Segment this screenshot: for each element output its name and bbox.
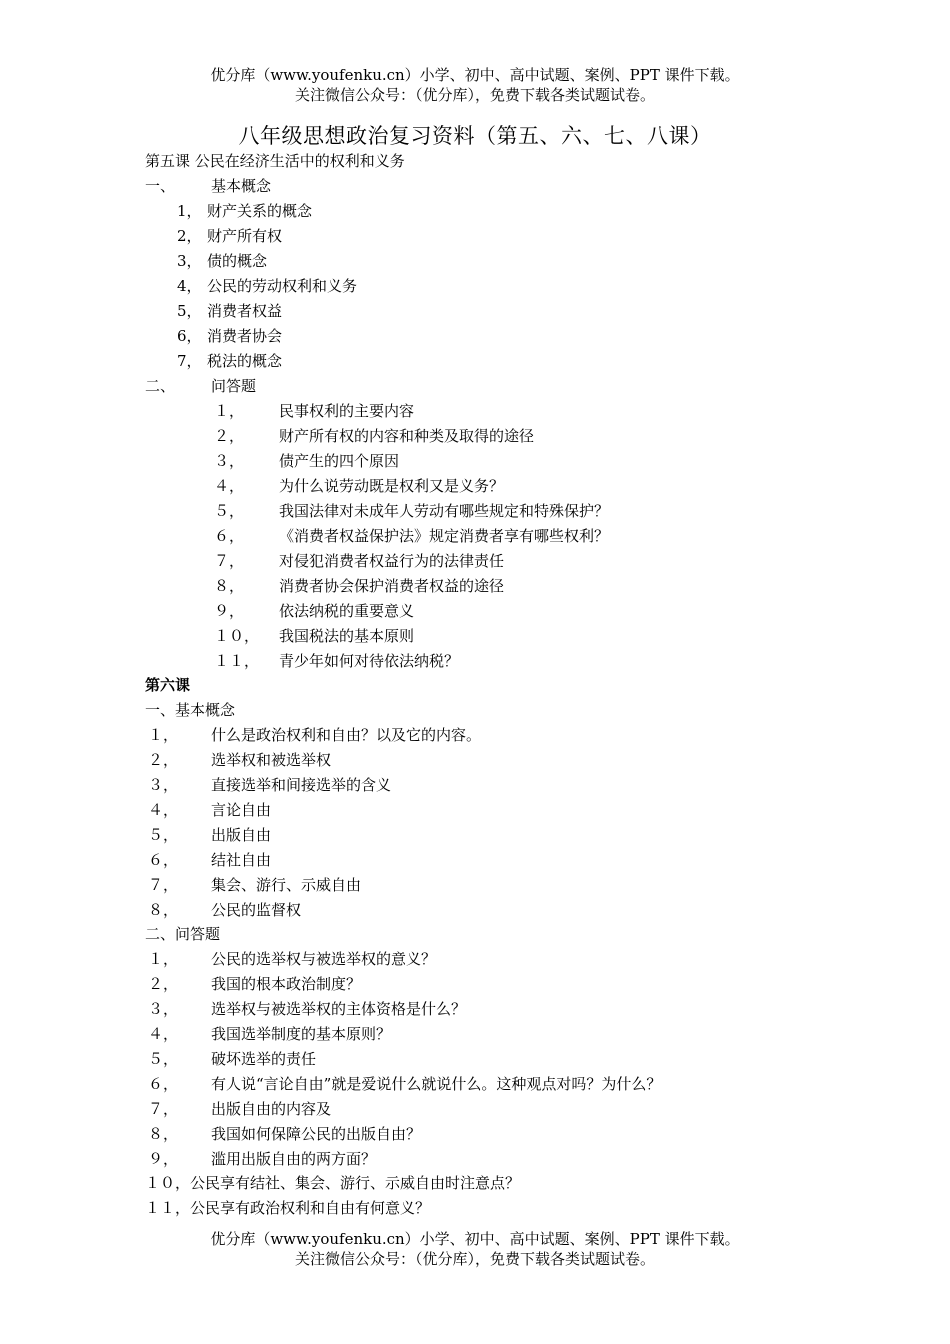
lesson6-concept-item-number: ５， — [148, 826, 179, 844]
lesson6-heading: 第六课 — [145, 676, 191, 694]
lesson6-concept-item-text: 出版自由 — [211, 826, 272, 844]
lesson6-question-item-number: １， — [148, 950, 179, 968]
lesson5-concept-item-text: 财产关系的概念 — [207, 202, 313, 220]
lesson6-question-item-number: ６， — [148, 1075, 179, 1093]
lesson5-question-item-text: 依法纳税的重要意义 — [279, 602, 415, 620]
lesson6-concept-item-number: ７， — [148, 876, 179, 894]
lesson6-question-item-text: 出版自由的内容及 — [211, 1100, 332, 1118]
lesson5-concept-item-text: 消费者协会 — [207, 327, 283, 345]
lesson5-question-item-number: ３， — [214, 452, 245, 470]
header-line-2: 关注微信公众号：（优分库），免费下载各类试题试卷。 — [294, 86, 655, 104]
lesson6-concept-item-number: ４， — [148, 801, 179, 819]
lesson6-concept-item-number: ８， — [148, 901, 179, 919]
lesson5-question-item-number: ４， — [214, 477, 245, 495]
lesson5-question-item-text: 消费者协会保护消费者权益的途径 — [279, 577, 505, 595]
lesson6-question-item-text: 我国的根本政治制度？ — [211, 975, 362, 993]
lesson6-question-extra: １１，公民享有政治权利和自由有何意义？ — [145, 1199, 431, 1217]
lesson5-concept-item-number: 4， — [177, 277, 202, 295]
lesson6-concept-item-number: ３， — [148, 776, 179, 794]
lesson6-question-item-text: 有人说“言论自由”就是爱说什么就说什么。这种观点对吗？为什么？ — [211, 1075, 662, 1093]
lesson5-concept-item-number: 5， — [177, 302, 202, 320]
lesson5-heading: 第五课 公民在经济生活中的权利和义务 — [145, 152, 405, 170]
lesson6-question-item-number: ９， — [148, 1150, 179, 1168]
lesson5-question-item-number: ８， — [214, 577, 245, 595]
lesson5-concept-item-text: 消费者权益 — [207, 302, 283, 320]
lesson5-concept-item-text: 税法的概念 — [207, 352, 283, 370]
lesson5-concept-item-number: 3， — [177, 252, 202, 270]
lesson6-question-item-number: ８， — [148, 1125, 179, 1143]
lesson5-question-item-text: 为什么说劳动既是权利又是义务？ — [279, 477, 505, 495]
lesson5-question-item-text: 债产生的四个原因 — [279, 452, 400, 470]
lesson6-concept-item-text: 结社自由 — [211, 851, 272, 869]
lesson5-question-item-text: 青少年如何对待依法纳税？ — [279, 652, 460, 670]
lesson6-concept-item-number: ６， — [148, 851, 179, 869]
lesson5-concept-item-text: 债的概念 — [207, 252, 268, 270]
lesson6-question-item-text: 我国选举制度的基本原则？ — [211, 1025, 392, 1043]
lesson5-question-item-number: １１， — [214, 652, 260, 670]
lesson5-question-item-text: 《消费者权益保护法》规定消费者享有哪些权利？ — [279, 527, 610, 545]
lesson5-concept-item-number: 7， — [177, 352, 202, 370]
lesson5-concept-item-number: 6， — [177, 327, 202, 345]
lesson6-concept-item-text: 直接选举和间接选举的含义 — [211, 776, 392, 794]
lesson6-question-item-number: ３， — [148, 1000, 179, 1018]
lesson5-concept-item-number: 2， — [177, 227, 202, 245]
lesson5-questions-label: 问答题 — [211, 377, 257, 395]
lesson6-concepts-label: 一、基本概念 — [145, 701, 236, 719]
lesson5-question-item-text: 财产所有权的内容和种类及取得的途径 — [279, 427, 535, 445]
lesson6-question-item-number: ５， — [148, 1050, 179, 1068]
lesson6-question-item-number: ４， — [148, 1025, 179, 1043]
header-line-1: 优分库（www.youfenku.cn）小学、初中、高中试题、案例、PPT 课件下载。 — [210, 66, 740, 84]
lesson6-concept-item-text: 什么是政治权利和自由？以及它的内容。 — [211, 726, 482, 744]
lesson5-questions-marker: 二、 — [145, 377, 176, 395]
lesson6-concept-item-text: 言论自由 — [211, 801, 272, 819]
lesson6-concept-item-text: 公民的监督权 — [211, 901, 302, 919]
footer-line-2: 关注微信公众号：（优分库），免费下载各类试题试卷。 — [294, 1250, 655, 1268]
lesson5-question-item-number: １， — [214, 402, 245, 420]
lesson6-question-item-number: ７， — [148, 1100, 179, 1118]
lesson6-concept-item-text: 选举权和被选举权 — [211, 751, 332, 769]
lesson5-concept-item-number: 1， — [177, 202, 202, 220]
lesson5-concepts-label: 基本概念 — [211, 177, 272, 195]
lesson6-question-item-number: ２， — [148, 975, 179, 993]
lesson6-concept-item-number: １， — [148, 726, 179, 744]
lesson6-question-item-text: 公民的选举权与被选举权的意义？ — [211, 950, 437, 968]
lesson6-question-extra: １０，公民享有结社、集会、游行、示威自由时注意点？ — [145, 1174, 521, 1192]
lesson5-concept-item-text: 财产所有权 — [207, 227, 283, 245]
lesson6-question-item-text: 我国如何保障公民的出版自由？ — [211, 1125, 422, 1143]
lesson5-concepts-marker: 一、 — [145, 177, 176, 195]
lesson5-question-item-number: ７， — [214, 552, 245, 570]
lesson5-question-item-text: 我国税法的基本原则 — [279, 627, 415, 645]
lesson6-questions-label: 二、问答题 — [145, 925, 221, 943]
document-title: 八年级思想政治复习资料（第五、六、七、八课） — [238, 124, 712, 148]
lesson5-question-item-number: ５， — [214, 502, 245, 520]
lesson5-question-item-number: ６， — [214, 527, 245, 545]
lesson5-question-item-text: 民事权利的主要内容 — [279, 402, 415, 420]
lesson5-question-item-number: ２， — [214, 427, 245, 445]
footer-line-1: 优分库（www.youfenku.cn）小学、初中、高中试题、案例、PPT 课件下载。 — [210, 1230, 740, 1248]
lesson5-question-item-number: ９， — [214, 602, 245, 620]
lesson5-concept-item-text: 公民的劳动权利和义务 — [207, 277, 358, 295]
lesson6-question-item-text: 破坏选举的责任 — [211, 1050, 317, 1068]
lesson6-concept-item-number: ２， — [148, 751, 179, 769]
lesson5-question-item-number: １０， — [214, 627, 260, 645]
lesson5-question-item-text: 我国法律对未成年人劳动有哪些规定和特殊保护？ — [279, 502, 610, 520]
lesson6-question-item-text: 滥用出版自由的两方面？ — [211, 1150, 377, 1168]
lesson5-question-item-text: 对侵犯消费者权益行为的法律责任 — [279, 552, 505, 570]
lesson6-question-item-text: 选举权与被选举权的主体资格是什么？ — [211, 1000, 467, 1018]
lesson6-concept-item-text: 集会、游行、示威自由 — [211, 876, 362, 894]
